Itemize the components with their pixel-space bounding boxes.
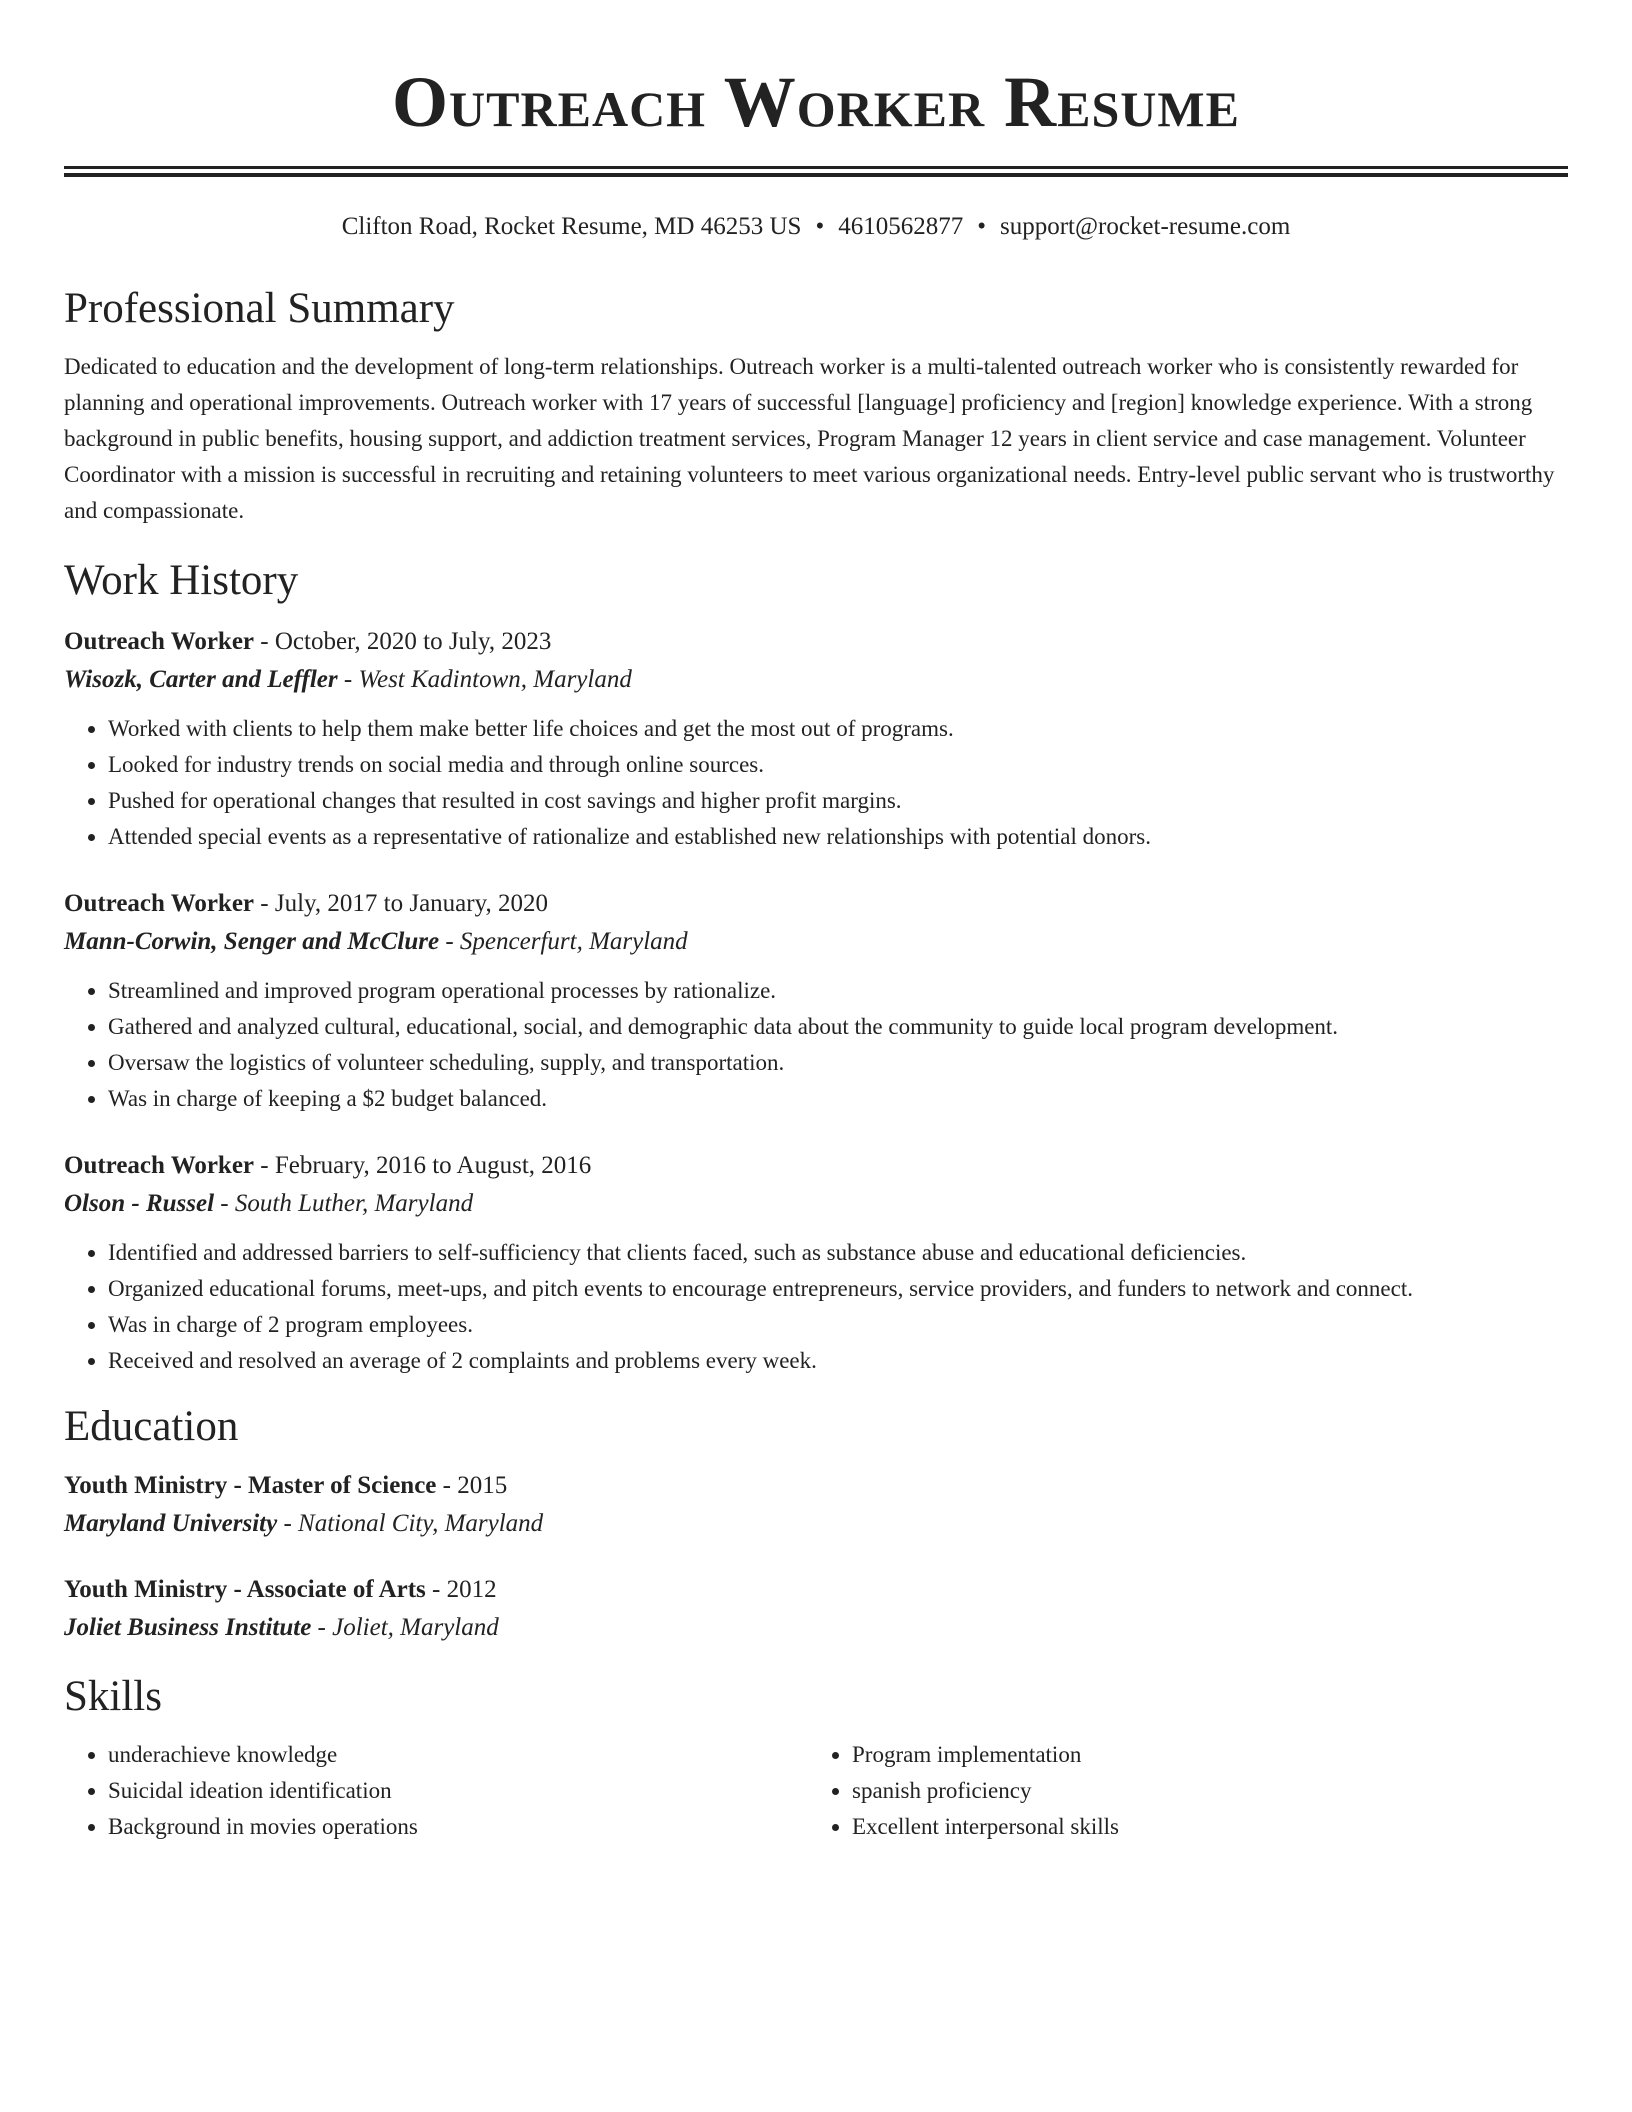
skill-item: • Background in movies operations xyxy=(108,1809,808,1845)
skill-item: • Suicidal ideation identification xyxy=(108,1773,808,1809)
job-title: Outreach Worker xyxy=(64,628,255,655)
job-bullet: • Streamlined and improved program operational processes by rationalize. xyxy=(108,973,1568,1009)
job-company-line xyxy=(64,923,1568,961)
education-degree-line xyxy=(64,1571,1568,1609)
job-title: Outreach Worker xyxy=(64,890,255,917)
job-location: - West Kadintown, Maryland xyxy=(337,666,632,693)
job-bullet: • Organized educational forums, meet-ups, and pitch events to encourage entrepreneurs, service providers, and funders to network and connect. xyxy=(108,1271,1568,1307)
job-entry xyxy=(64,885,1568,1117)
job-bullets xyxy=(64,1235,1568,1379)
job-title: Outreach Worker xyxy=(64,1152,255,1179)
job-role-line xyxy=(64,623,1568,661)
skills-column-right xyxy=(808,1737,1552,1845)
job-dates: - February, 2016 to August, 2016 xyxy=(254,1152,592,1179)
education-degree-line xyxy=(64,1467,1568,1505)
education-school: Maryland University xyxy=(64,1510,278,1537)
job-company: Olson - Russel xyxy=(64,1190,215,1217)
skill-item: • Program implementation xyxy=(852,1737,1552,1773)
title-double-rule xyxy=(64,166,1568,177)
skills-heading: Skills xyxy=(64,1673,162,1720)
education-entry xyxy=(64,1467,1568,1543)
contact-separator: • xyxy=(977,213,986,240)
education-year: - 2015 xyxy=(436,1472,508,1499)
job-entry xyxy=(64,1147,1568,1379)
job-role-line xyxy=(64,1147,1568,1185)
job-location: - Spencerfurt, Maryland xyxy=(439,928,688,955)
education-school: Joliet Business Institute xyxy=(64,1614,312,1641)
job-bullet: • Identified and addressed barriers to self-sufficiency that clients faced, such as substance abuse and educational deficiencies. xyxy=(108,1235,1568,1271)
contact-email: support@rocket-resume.com xyxy=(999,213,1291,240)
job-bullet: • Was in charge of 2 program employees. xyxy=(108,1307,1568,1343)
job-role-line xyxy=(64,885,1568,923)
job-company: Mann-Corwin, Senger and McClure xyxy=(64,928,440,955)
job-bullet: • Attended special events as a representative of rationalize and established new relationships with potential donors. xyxy=(108,819,1568,855)
skill-item: • spanish proficiency xyxy=(852,1773,1552,1809)
job-bullet: • Worked with clients to help them make better life choices and get the most out of programs. xyxy=(108,711,1568,747)
job-bullet: • Looked for industry trends on social media and through online sources. xyxy=(108,747,1568,783)
education-degree: Youth Ministry - Associate of Arts xyxy=(64,1576,426,1603)
contact-address: Clifton Road, Rocket Resume, MD 46253 US xyxy=(341,213,802,240)
work-history-heading: Work History xyxy=(64,557,299,604)
job-dates: - July, 2017 to January, 2020 xyxy=(254,890,548,917)
summary-text: Dedicated to education and the development of long-term relationships. Outreach worker is a multi-talented outreach worker who is consistently rewarded for planning and operational improvements. Outreach worker with 17 years of successful [language] proficiency and [region] knowledge experience. With a strong background in public benefits, housing support, and addiction treatment services, Program Manager 12 years in client service and case management. Volunteer Coordinator with a mission is successful in recruiting and retaining volunteers to meet various organizational needs. Entry-level public servant who is trustworthy and compassionate. xyxy=(64,354,1555,523)
resume-title: Outreach Worker Resume xyxy=(392,62,1240,142)
job-bullet: • Was in charge of keeping a $2 budget balanced. xyxy=(108,1081,1568,1117)
job-bullet: • Pushed for operational changes that resulted in cost savings and higher profit margins. xyxy=(108,783,1568,819)
job-bullet: • Received and resolved an average of 2 complaints and problems every week. xyxy=(108,1343,1568,1379)
skills-list xyxy=(64,1737,1568,1845)
education-entry xyxy=(64,1571,1568,1647)
skill-item: • underachieve knowledge xyxy=(108,1737,808,1773)
job-company-line xyxy=(64,661,1568,699)
contact-line xyxy=(64,209,1568,245)
contact-separator: • xyxy=(815,213,825,240)
skill-item: • Excellent interpersonal skills xyxy=(852,1809,1552,1845)
education-heading: Education xyxy=(64,1403,239,1450)
job-bullets xyxy=(64,711,1568,855)
education-location: - National City, Maryland xyxy=(277,1510,544,1537)
job-dates: - October, 2020 to July, 2023 xyxy=(254,628,552,655)
job-bullet: • Gathered and analyzed cultural, educational, social, and demographic data about the community to guide local program development. xyxy=(108,1009,1568,1045)
job-bullets xyxy=(64,973,1568,1117)
skills-column-left xyxy=(64,1737,808,1845)
contact-phone: 4610562877 xyxy=(838,213,964,240)
education-degree: Youth Ministry - Master of Science xyxy=(64,1472,437,1499)
education-location: - Joliet, Maryland xyxy=(311,1614,499,1641)
summary-heading: Professional Summary xyxy=(64,285,455,332)
job-location: - South Luther, Maryland xyxy=(214,1190,474,1217)
job-bullet: • Oversaw the logistics of volunteer scheduling, supply, and transportation. xyxy=(108,1045,1568,1081)
education-year: - 2012 xyxy=(425,1576,497,1603)
education-school-line xyxy=(64,1609,1568,1647)
job-entry xyxy=(64,623,1568,855)
job-company-line xyxy=(64,1185,1568,1223)
education-school-line xyxy=(64,1505,1568,1543)
job-company: Wisozk, Carter and Leffler xyxy=(64,666,338,693)
